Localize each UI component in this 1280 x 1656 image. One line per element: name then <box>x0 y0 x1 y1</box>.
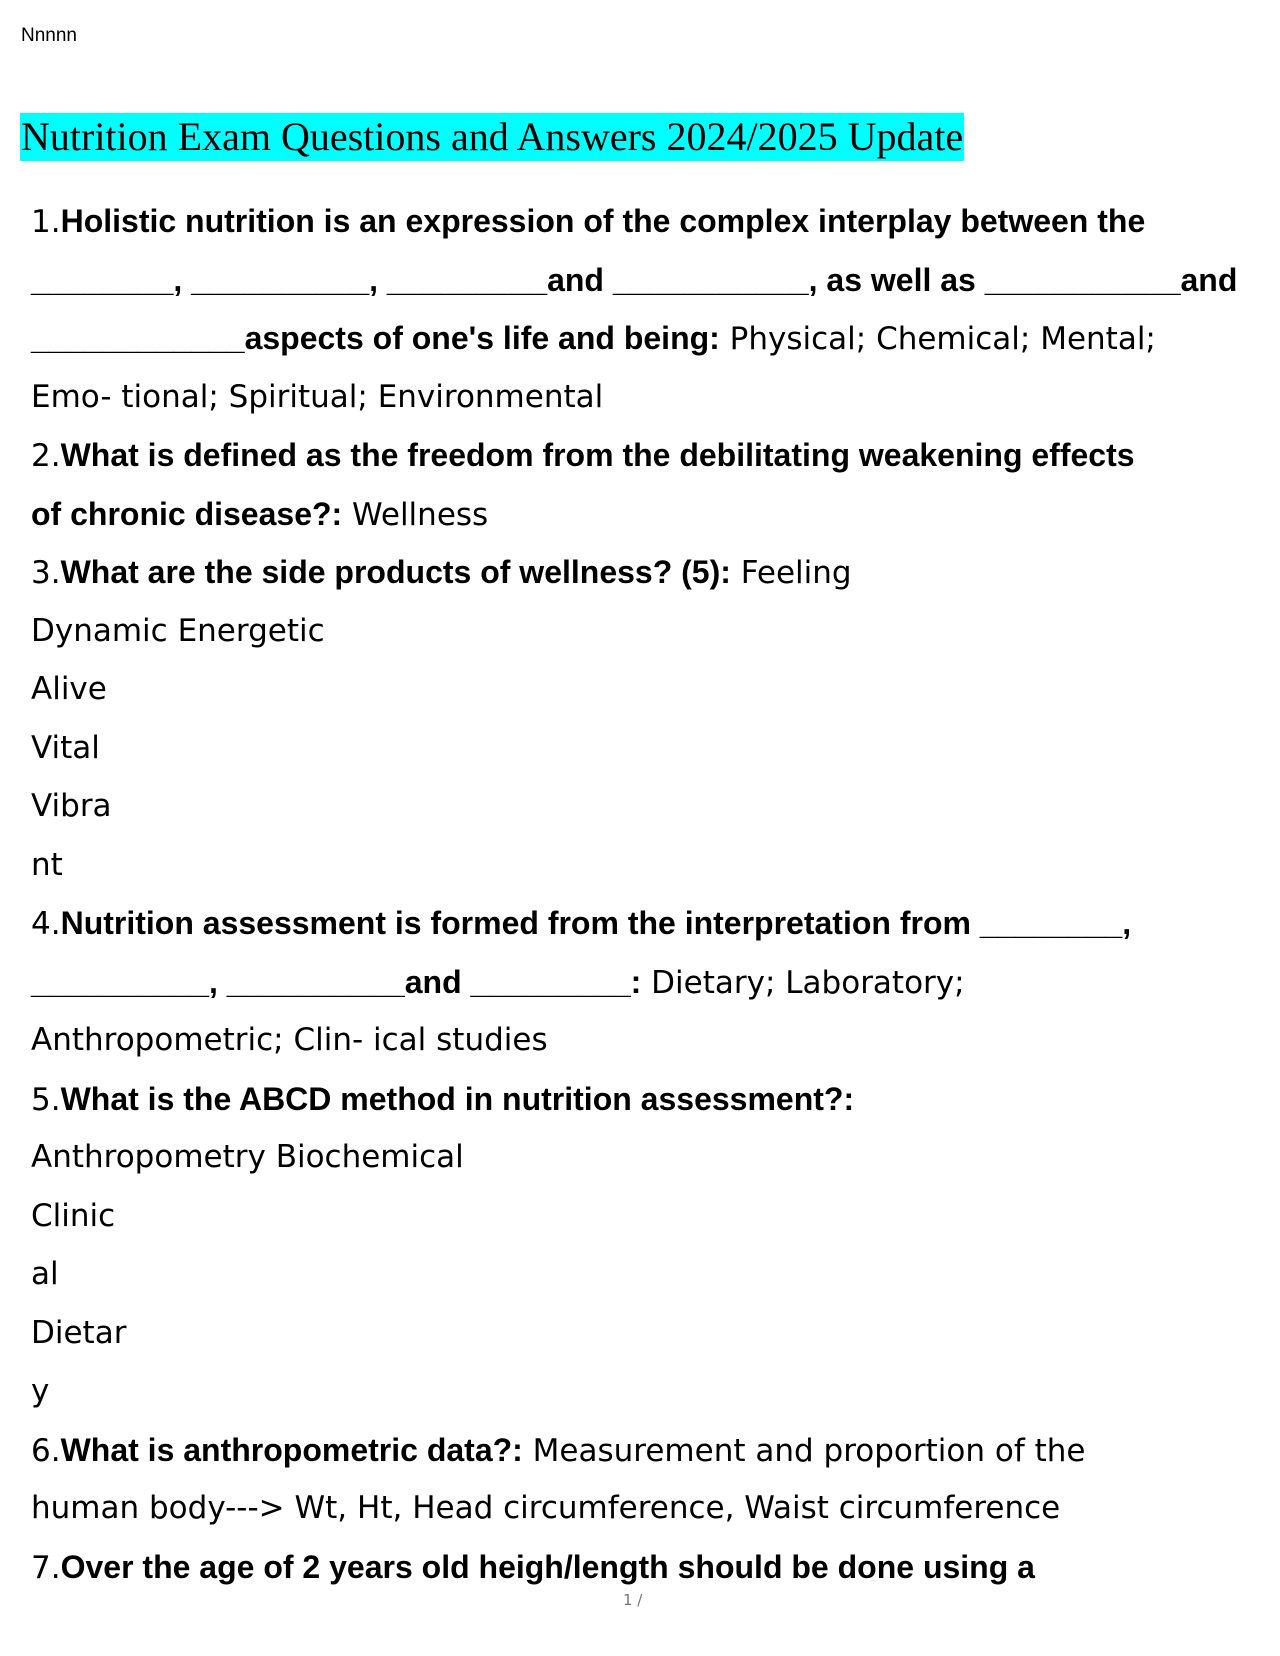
question-text: Over the age of 2 years old heigh/length should be done using a <box>60 1548 1035 1585</box>
question-1-line-3 <box>31 309 1261 368</box>
question-text: ________, __________, _________and ___________, as well as ___________and <box>31 261 1238 298</box>
question-text: Holistic nutrition is an expression of the complex interplay between the <box>60 203 1146 239</box>
question-text: What is defined as the freedom from the debilitating weakening effects <box>60 437 1135 473</box>
question-2-line-2 <box>31 485 1261 544</box>
answer-line: Vital <box>31 729 100 766</box>
question-1-line-1 <box>31 192 1261 251</box>
answer-line: Alive <box>31 671 107 707</box>
answer-text: Wellness <box>342 496 489 533</box>
question-number: 1. <box>31 204 61 240</box>
question-4-line-1 <box>31 894 1261 953</box>
question-4-line-2 <box>31 953 1261 1012</box>
question-3-line-1 <box>31 543 1261 602</box>
question-1-line-4 <box>31 368 1261 427</box>
question-text: What is the ABCD method in nutrition assessment?: <box>60 1080 855 1117</box>
question-number: 7. <box>31 1549 61 1586</box>
answer-text: Dietary; Laboratory; <box>641 964 965 1001</box>
question-text: ____________aspects of one's life and being: <box>31 320 720 356</box>
answer-line: Anthropometry Biochemical <box>31 1139 464 1175</box>
question-6-line-2 <box>31 1479 1261 1538</box>
document-title: Nutrition Exam Questions and Answers 2024/2025 Update <box>21 114 964 159</box>
answer-line: y <box>31 1373 50 1409</box>
question-text: Nutrition assessment is formed from the interpretation from ________, <box>60 905 1132 941</box>
answer-text: Anthropometric; Clin- ical studies <box>31 1022 548 1058</box>
question-number: 4. <box>31 906 61 942</box>
question-7-line-1 <box>31 1538 1261 1597</box>
answer-text: Physical; Chemical; Mental; <box>719 321 1156 357</box>
question-text: of chronic disease?: <box>31 495 343 532</box>
question-text: What is anthropometric data?: <box>60 1431 523 1468</box>
answer-text: Measurement and proportion of the <box>522 1432 1086 1469</box>
question-6-line-1 <box>31 1421 1261 1480</box>
answer-line: Clinic <box>31 1197 116 1234</box>
question-text: __________, __________and _________: <box>31 963 642 1000</box>
page-indicator: 1 / <box>623 1591 643 1609</box>
answer-line: Vibra <box>31 788 112 824</box>
answer-text: Feeling <box>730 555 852 591</box>
answer-line: al <box>31 1256 59 1292</box>
question-text: What are the side products of wellness? (5): <box>60 554 731 590</box>
answer-text: Emo- tional; Spiritual; Environmental <box>31 378 604 415</box>
question-number: 6. <box>31 1432 61 1469</box>
answer-line: Dynamic Energetic <box>31 612 325 649</box>
question-number: 2. <box>31 438 61 474</box>
answer-line: Dietar <box>31 1314 127 1351</box>
question-number: 3. <box>31 555 61 591</box>
answer-text: human body---> Wt, Ht, Head circumference, Waist circumference <box>31 1490 1061 1526</box>
answer-line: nt <box>31 846 63 883</box>
question-2-line-1 <box>31 426 1261 485</box>
question-5-line-1 <box>31 1070 1261 1129</box>
question-number: 5. <box>31 1081 61 1118</box>
header-mark: Nnnnn <box>21 25 77 46</box>
question-1-line-2 <box>31 251 1261 310</box>
question-4-line-3 <box>31 1011 1261 1070</box>
question-list <box>31 192 1261 1596</box>
